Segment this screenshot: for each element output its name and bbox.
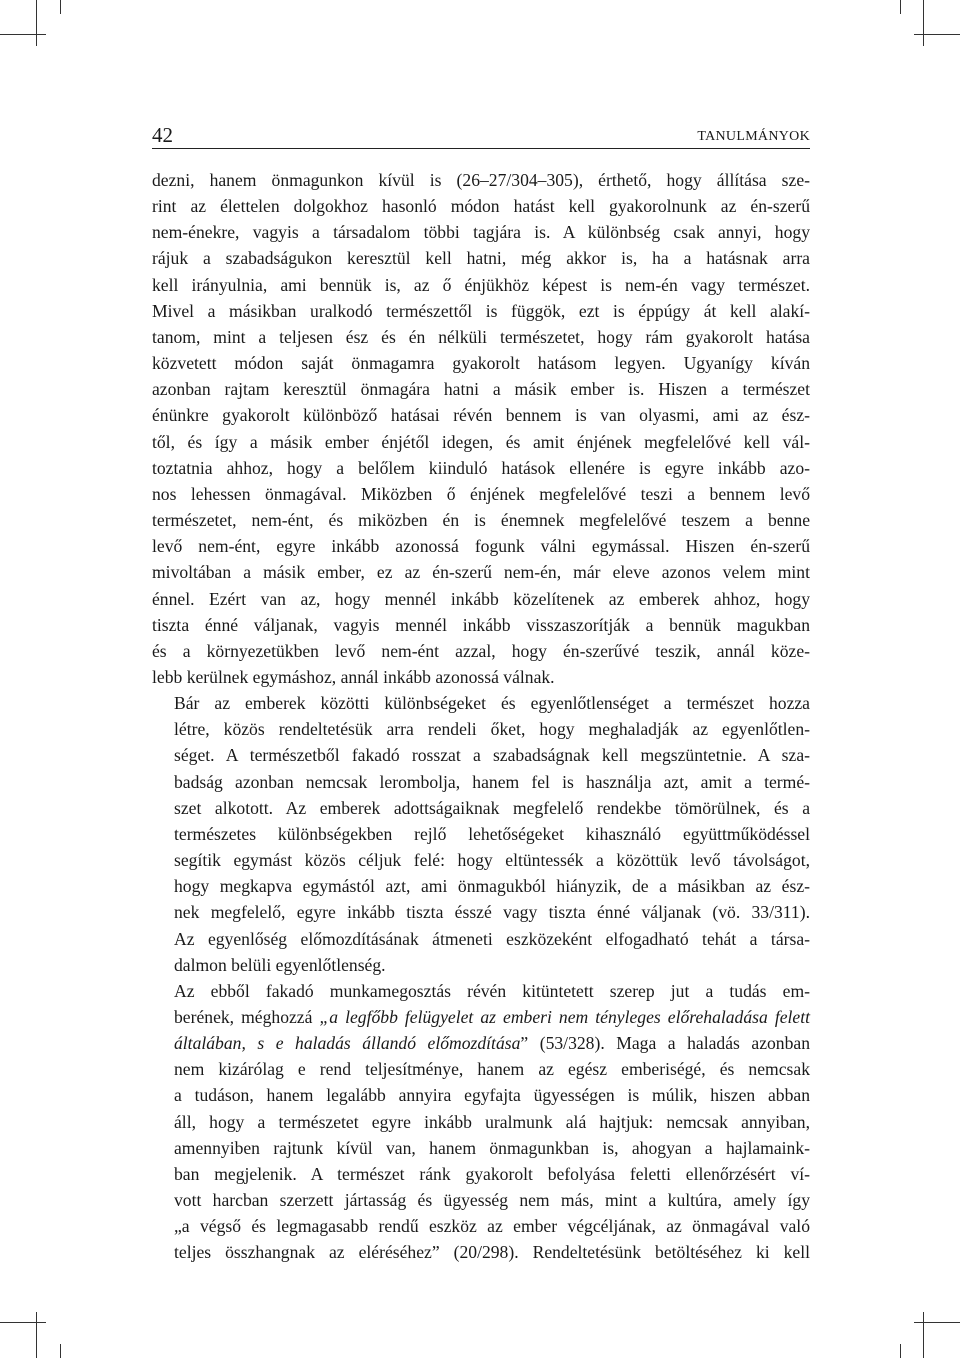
crop-mark — [923, 1312, 924, 1358]
text-line: teljes összhangnak az eléréséhez” (20/298). Rendeltetésünk betöltéséhez ki kell — [174, 1242, 810, 1263]
crop-mark — [60, 1344, 61, 1358]
text-line: és a környezetükben levő nem-ént azzal, hogy én-szerűvé teszik, annál köze- — [152, 640, 810, 661]
paragraph — [152, 690, 810, 978]
crop-mark — [914, 34, 960, 35]
crop-mark — [923, 0, 924, 46]
crop-mark — [0, 34, 46, 35]
page-number: 42 — [152, 123, 173, 147]
text-line: a tudáson, hanem legalább annyira egyfajta ügyességen is múlik, hiszen abban — [174, 1085, 810, 1106]
text-line: általában, s e haladás állandó előmozdítása” (53/328). Maga a haladás azonban — [174, 1033, 810, 1054]
text-line: áll, hogy a természetet egyre inkább uralmunk alá hajtjuk: nemcsak annyiban, — [174, 1111, 810, 1132]
text-line: közvetett módon saját önmagamra gyakorolt hatásom legyen. Ugyanígy kíván — [152, 353, 810, 374]
crop-mark — [60, 0, 61, 14]
crop-mark — [0, 1322, 46, 1323]
crop-mark — [914, 1322, 960, 1323]
text-line: lebb kerülnek egymáshoz, annál inkább azonossá válnak. — [152, 666, 555, 687]
text-line: tanom, mint a teljesen ész és én nélküli természetet, hogy rám gyakorolt hatása — [152, 326, 810, 347]
text-line: toztatnia ahhoz, hogy a belőlem kiinduló hatások ellenére is egyre inkább azo- — [152, 457, 810, 478]
text-line: vott harcban szerzett jártasság és ügyesség nem más, mint a kultúra, amely így — [174, 1190, 810, 1211]
text-line: tiszta énné váljanak, vagyis mennél inkább visszaszorítják a bennük magukban — [152, 614, 810, 635]
text-line: berének, méghozzá „a legfőbb felügyelet az emberi nem tényleges előrehaladása felett — [174, 1007, 811, 1027]
text-line: nem kizárólag e rend teljesítménye, hanem az egész emberiségé, és nemcsak — [174, 1059, 810, 1080]
text-line: énünkre gyakorolt különböző hatásai révén bennem is van olyasmi, ami az ész- — [152, 405, 810, 426]
text-line: badság azonban nemcsak lerombolja, hanem fel is használja azt, amit a termé- — [174, 771, 810, 792]
text-line: hogy megkapva egymástól azt, ami önmagukból hiányzik, de a másikban az ész- — [174, 876, 810, 897]
text-line: től, és így a másik ember énjétől idegen, és amit énjének megfelelővé kell vál- — [152, 431, 810, 452]
text-line: kell irányulnia, ami bennük is, az ő énjükhöz képest is nem-én vagy természet. — [152, 274, 810, 295]
crop-mark — [900, 0, 901, 14]
text-line: Bár az emberek közötti különbségeket és egyenlőtlenséget a természet hozza — [174, 693, 810, 714]
body-text — [152, 167, 810, 1266]
text-line: Az ebből fakadó munkamegosztás révén kitüntetett szerep jut a tudás em- — [174, 980, 810, 1001]
italic-quote: általában, s e haladás állandó előmozdítása — [174, 1033, 521, 1054]
text-line: nek megfelelő, egyre inkább tiszta ésszé vagy tiszta énné váljanak (vö. 33/311). — [174, 902, 810, 923]
text-line: dezni, hanem önmagunkon kívül is (26–27/304–305), érthető, hogy állítása sze- — [152, 170, 810, 190]
text-line: nos lehessen önmagával. Miközben ő énjének megfelelővé teszi a bennem levő — [152, 483, 810, 504]
text-line: szet alkotott. Az emberek adottságaiknak megfelelő rendekbe tömörülnek, és a — [174, 797, 810, 818]
page-header — [152, 124, 810, 149]
running-head: TANULMÁNYOK — [697, 129, 810, 144]
text-line: séget. A természetből fakadó rosszat a szabadságnak kell megszüntetnie. A sza- — [174, 745, 810, 766]
text-line: természetet, nem-ént, és miközben én is énemnek megfelelővé teszem a benne — [152, 510, 810, 531]
text-line: nem-énekre, vagyis a társadalom többi tagjára is. A különbség csak annyi, hogy — [152, 222, 810, 243]
crop-mark — [36, 0, 37, 46]
crop-mark — [900, 1344, 901, 1358]
paragraph — [152, 978, 810, 1266]
paragraph — [152, 167, 810, 690]
text-line: természetes különbségekben rejlő lehetőségeket kihasználó együttműködéssel — [174, 823, 810, 844]
text-line: „a végső és legmagasabb rendű eszköz az ember végcéljának, az önmagával való — [174, 1216, 810, 1237]
text-line: Mivel a másikban uralkodó természettől is függök, ezt is éppúgy át kell alakí- — [152, 300, 810, 321]
text-line: segítik egymást közös céljuk felé: hogy eltüntessék a közöttük levő távolságot, — [174, 850, 810, 871]
italic-quote: „a legfőbb felügyelet az emberi nem tényleges előrehaladása felett — [319, 1007, 811, 1027]
text-line: levő nem-ént, egyre inkább azonossá fogunk válni egymással. Hiszen én-szerű — [152, 536, 810, 557]
text-line: Az egyenlőség előmozdításának átmeneti eszközeként elfogadható tehát a társa- — [174, 928, 810, 949]
text-line: ban megjelenik. A természet ránk gyakorolt befolyása feletti ellenőrzésért ví- — [174, 1163, 810, 1184]
text-line: énnel. Ezért van az, hogy mennél inkább közelítenek az emberek ahhoz, hogy — [152, 588, 810, 609]
text-line: amennyiben rajtunk kívül van, hanem önmagunkban is, ahogyan a hajlamaink- — [174, 1137, 810, 1158]
text-line: mivoltában a másik ember, ez az én-szerű nem-én, már eleve azonos velem mint — [152, 562, 810, 583]
text-line: rájuk a szabadságukon keresztül kell hatni, még akkor is, ha a hatásnak arra — [152, 248, 810, 269]
text-line: rint az élettelen dolgokhoz hasonló módon hatást kell gyakorolnunk az én-szerű — [152, 196, 810, 217]
text-line: dalmon belüli egyenlőtlenség. — [174, 954, 386, 975]
text-line: azonban rajtam keresztül önmagára hatni a másik ember is. Hiszen a természet — [152, 379, 810, 400]
crop-mark — [36, 1312, 37, 1358]
text-line: létre, közös rendeltetésük arra rendeli őket, hogy meghaladják az egyenlőtlen- — [174, 719, 810, 740]
